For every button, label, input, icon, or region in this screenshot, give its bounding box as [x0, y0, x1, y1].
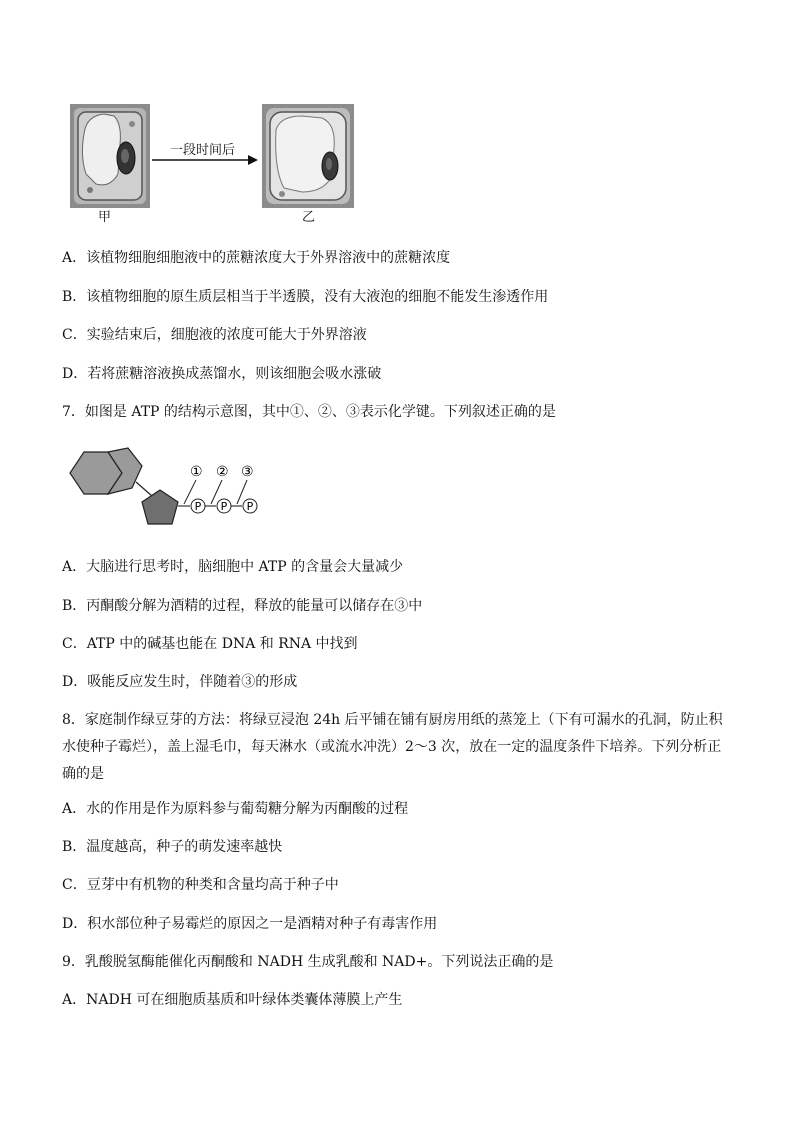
q9-option-a: A．NADH 可在细胞质基质和叶绿体类囊体薄膜上产生: [62, 992, 403, 1008]
q6-option-d: D．若将蔗糖溶液换成蒸馏水，则该细胞会吸水涨破: [62, 366, 382, 382]
bond-label-1: ①: [190, 464, 203, 480]
q6-option-c: C．实验结束后，细胞液的浓度可能大于外界溶液: [62, 327, 367, 343]
cell-jia-figure: [70, 104, 150, 208]
q8-option-d: D．积水部位种子易霉烂的原因之一是酒精对种子有毒害作用: [62, 916, 438, 932]
svg-text:P: P: [220, 500, 228, 513]
phosphate-3: [243, 499, 257, 513]
svg-text:P: P: [246, 500, 254, 513]
q7-option-b: B．丙酮酸分解为酒精的过程，释放的能量可以储存在③中: [62, 598, 423, 614]
arrow-icon: [152, 154, 258, 166]
phosphate-2: [217, 499, 231, 513]
q6-option-b: B．该植物细胞的原生质层相当于半透膜，没有大液泡的细胞不能发生渗透作用: [62, 289, 549, 305]
ribose-pentagon: [142, 490, 178, 524]
q8-option-c: C．豆芽中有机物的种类和含量均高于种子中: [62, 877, 339, 893]
bond-label-3: ③: [241, 464, 254, 480]
cell-yi-figure: [262, 104, 354, 208]
q7-stem: 7．如图是 ATP 的结构示意图，其中①、②、③表示化学键。下列叙述正确的是: [62, 404, 556, 420]
phosphate-1: [191, 499, 205, 513]
q6-option-a: A．该植物细胞细胞液中的蔗糖浓度大于外界溶液中的蔗糖浓度: [62, 250, 451, 266]
q8-stem: 8．家庭制作绿豆芽的方法：将绿豆浸泡 24h 后平铺在铺有厨房用纸的蒸笼上（下有可漏水的孔洞，防止积水使种子霉烂），盖上湿毛巾，每天淋水（或流水冲洗）2～3 次，放在一定的温度条件下培养。下列分析正确的是: [62, 712, 723, 782]
arrow-label: 一段时间后: [170, 143, 236, 158]
q7-option-c: C．ATP 中的碱基也能在 DNA 和 RNA 中找到: [62, 636, 358, 652]
q7-option-a: A．大脑进行思考时，脑细胞中 ATP 的含量会大量减少: [62, 559, 404, 575]
atp-structure-diagram: [66, 446, 266, 532]
q8-option-b: B．温度越高，种子的萌发速率越快: [62, 839, 283, 855]
q7-option-d: D．吸能反应发生时，伴随着③的形成: [62, 674, 298, 690]
q9-stem: 9．乳酸脱氢酶能催化丙酮酸和 NADH 生成乳酸和 NAD+。下列说法正确的是: [62, 954, 554, 970]
label-jia: 甲: [98, 210, 112, 225]
bond-label-2: ②: [216, 464, 229, 480]
svg-text:P: P: [194, 500, 202, 513]
label-yi: 乙: [302, 210, 316, 225]
q8-option-a: A．水的作用是作为原料参与葡萄糖分解为丙酮酸的过程: [62, 801, 409, 817]
